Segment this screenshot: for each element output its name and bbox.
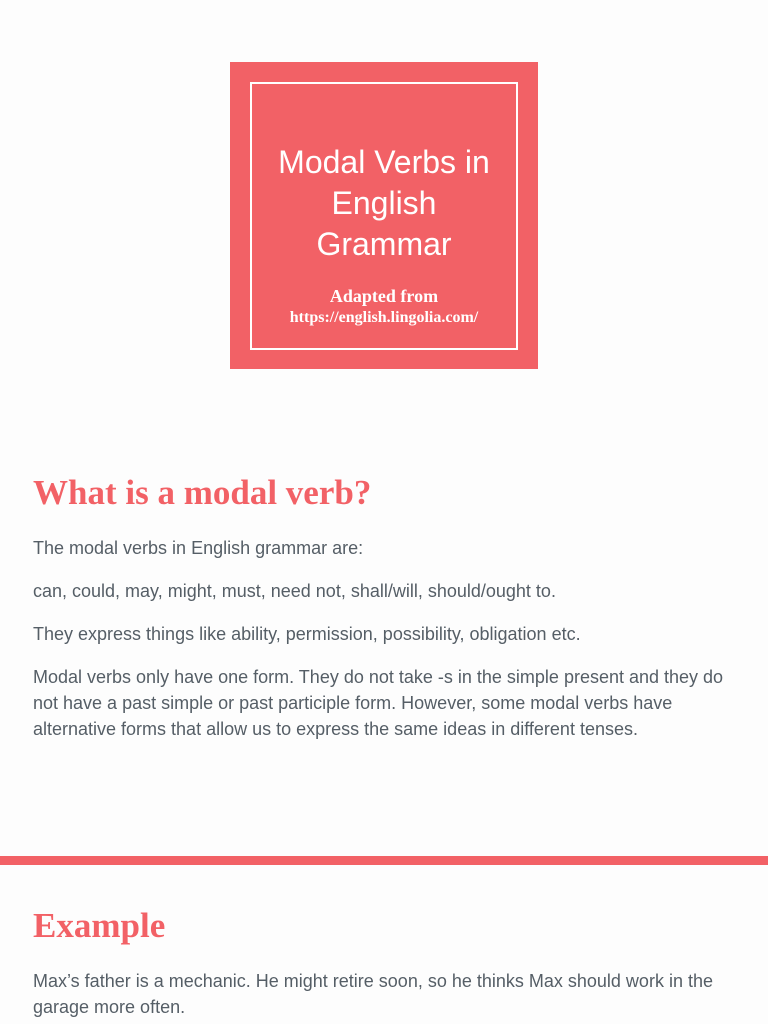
cover-subtitle: Adapted from — [329, 286, 439, 306]
cover-frame — [250, 82, 518, 350]
source-url: https://english.lingolia.com/ — [289, 309, 479, 326]
paragraph: The modal verbs in English grammar are: — [33, 538, 364, 558]
section-heading-example: Example — [33, 906, 166, 945]
paragraph: Max’s father is a mechanic. He might retire soon, so he thinks Max should work in the garage more often. — [33, 971, 713, 1017]
paragraph: Modal verbs only have one form. They do not take -s in the simple present and they do not have a past simple or past participle form. However, some modal verbs have alternative forms that allow us to express the same ideas in different tenses. — [33, 667, 724, 739]
paragraph: They express things like ability, permission, possibility, obligation etc. — [33, 624, 581, 644]
document-title: Modal Verbs in English Grammar — [278, 144, 490, 262]
paragraph: can, could, may, might, must, need not, shall/will, should/ought to. — [33, 581, 556, 601]
cover-box — [230, 62, 538, 369]
section-divider — [0, 856, 768, 865]
section-heading-modal-verb: What is a modal verb? — [33, 473, 372, 512]
